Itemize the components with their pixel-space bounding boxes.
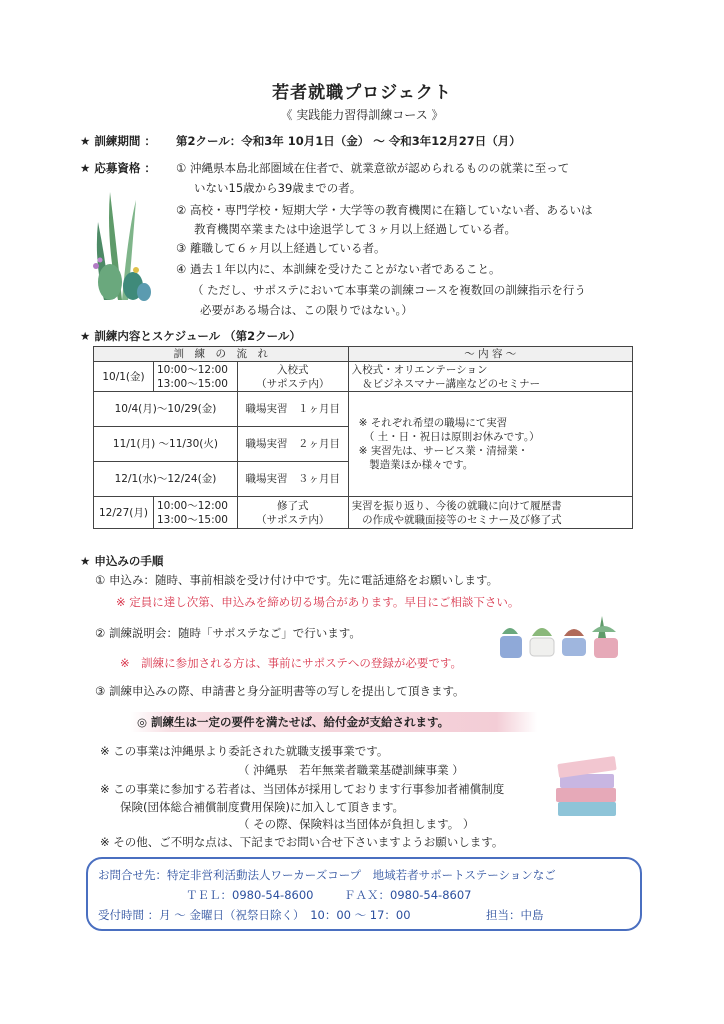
note-line: ※ その他、ご不明な点は、下記までお問い合せ下さいますようお願いします。 [100,835,504,849]
row-event: 職場実習 ３ヶ月目 [237,462,348,497]
apply-step-1-note: ※ 定員に達し次第、申込みを締め切る場合があります。早目にご相談下さい。 [116,595,520,609]
contact-box [86,857,642,931]
row-event: 職場実習 ２ヶ月目 [237,427,348,462]
row-date: 12/27(月) [94,497,154,529]
row-content: 実習を振り返り、今後の就職に向けて履歴書 の作成や就職面接等のセミナー及び修了式 [348,497,632,529]
note-line: （ その際、保険料は当団体が負担します。 ） [238,817,475,831]
benefit-notice: ◎ 訓練生は一定の要件を満たせば、給付金が支給されます。 [131,712,537,732]
row-event: 入校式 （サポステ内） [237,362,348,392]
table-header-flow: 訓 練 の 流 れ [94,347,349,362]
note-line: （ 沖縄県 若年無業者職業基礎訓練事業 ） [238,763,464,777]
eligibility-item: 教育機関卒業または中途退学して３ヶ月以上経過している者。 [194,222,516,236]
note-line: ※ この事業は沖縄県より委託された就職支援事業です。 [100,744,389,758]
row-date: 10/4(月)〜10/29(金) [94,392,238,427]
table-row [94,392,633,427]
contact-hours: 受付時間 ：月 〜 金曜日（祝祭日除く） 10：00 〜 17：00 [98,908,411,922]
eligibility-item: ④ 過去１年以内に、本訓練を受けたことがない者であること。 [176,262,501,276]
row-time: 10:00〜12:00 13:00〜15:00 [153,497,237,529]
eligibility-item: （ ただし、サポステにおいて本事業の訓練コースを複数回の訓練指示を行う [192,283,586,297]
eligibility-item: いない15歳から39歳までの者。 [194,181,362,195]
row-date: 10/1(金) [94,362,154,392]
period-label: ★ 訓練期間 ： [80,134,156,148]
row-date: 11/1(月) 〜11/30(火) [94,427,238,462]
row-event: 修了式 （サポステ内） [237,497,348,529]
apply-heading: ★ 申込みの手順 [80,554,164,568]
schedule-heading: ★ 訓練内容とスケジュール （第2クール） [80,329,301,343]
contact-staff: 担当：中島 [486,908,544,922]
page-subtitle: 《 実践能力習得訓練コース 》 [280,108,444,122]
table-row [94,362,633,392]
eligibility-item: 必要がある場合は、この限りではない。） [200,303,413,317]
table-row [94,497,633,529]
eligibility-item: ① 沖縄県本島北部圏域在住者で、就業意欲が認められるものの就業に至って [176,161,570,175]
succulent-pots-illustration [496,612,628,664]
contact-fax: ＦＡＸ：0980-54-8607 [344,888,472,902]
table-header-content: 〜 内 容 〜 [348,347,632,362]
row-date: 12/1(水)〜12/24(金) [94,462,238,497]
row-event: 職場実習 １ヶ月目 [237,392,348,427]
schedule-table [93,346,633,529]
row-content: ※ それぞれ希望の職場にて実習 （ 土・日・祝日は原則お休みです。） ※ 実習先は、サービス業・清掃業・ 製造業ほか様々です。 [348,392,632,497]
period-value: 第2クール：令和3年 10月1日（金） 〜 令和3年12月27日（月） [176,134,521,148]
row-content: 入校式・オリエンテーション ＆ビジネスマナー講座などのセミナー [348,362,632,392]
page-title: 若者就職プロジェクト [272,83,452,103]
note-line: ※ この事業に参加する若者は、当団体が採用しております行事参加者補償制度 [100,782,505,796]
books-illustration [552,756,622,822]
apply-step-3: ③ 訓練申込みの際、申請書と身分証明書等の写しを提出して頂きます。 [95,684,465,698]
contact-tel: ＴＥＬ：0980-54-8600 [186,888,314,902]
eligibility-item: ③ 離職して６ヶ月以上経過している者。 [176,241,386,255]
apply-step-1: ① 申込み：随時、事前相談を受け付け中です。先に電話連絡をお願いします。 [95,573,499,587]
apply-step-2-note: ※ 訓練に参加される方は、事前にサポステへの登録が必要です。 [120,656,462,670]
eligibility-item: ② 高校・専門学校・短期大学・大学等の教育機関に在籍していない者、あるいは [176,203,593,217]
cactus-illustration [88,182,158,304]
row-time: 10:00〜12:00 13:00〜15:00 [153,362,237,392]
contact-org: お問合せ先：特定非営利活動法人ワーカーズコープ 地域若者サポートステーションなご [98,868,556,882]
note-line: 保険(団体総合補償制度費用保険)に加入して頂きます。 [120,800,405,814]
eligibility-label: ★ 応募資格 ： [80,161,156,175]
apply-step-2: ② 訓練説明会：随時「サポステなご」で行います。 [95,626,361,640]
